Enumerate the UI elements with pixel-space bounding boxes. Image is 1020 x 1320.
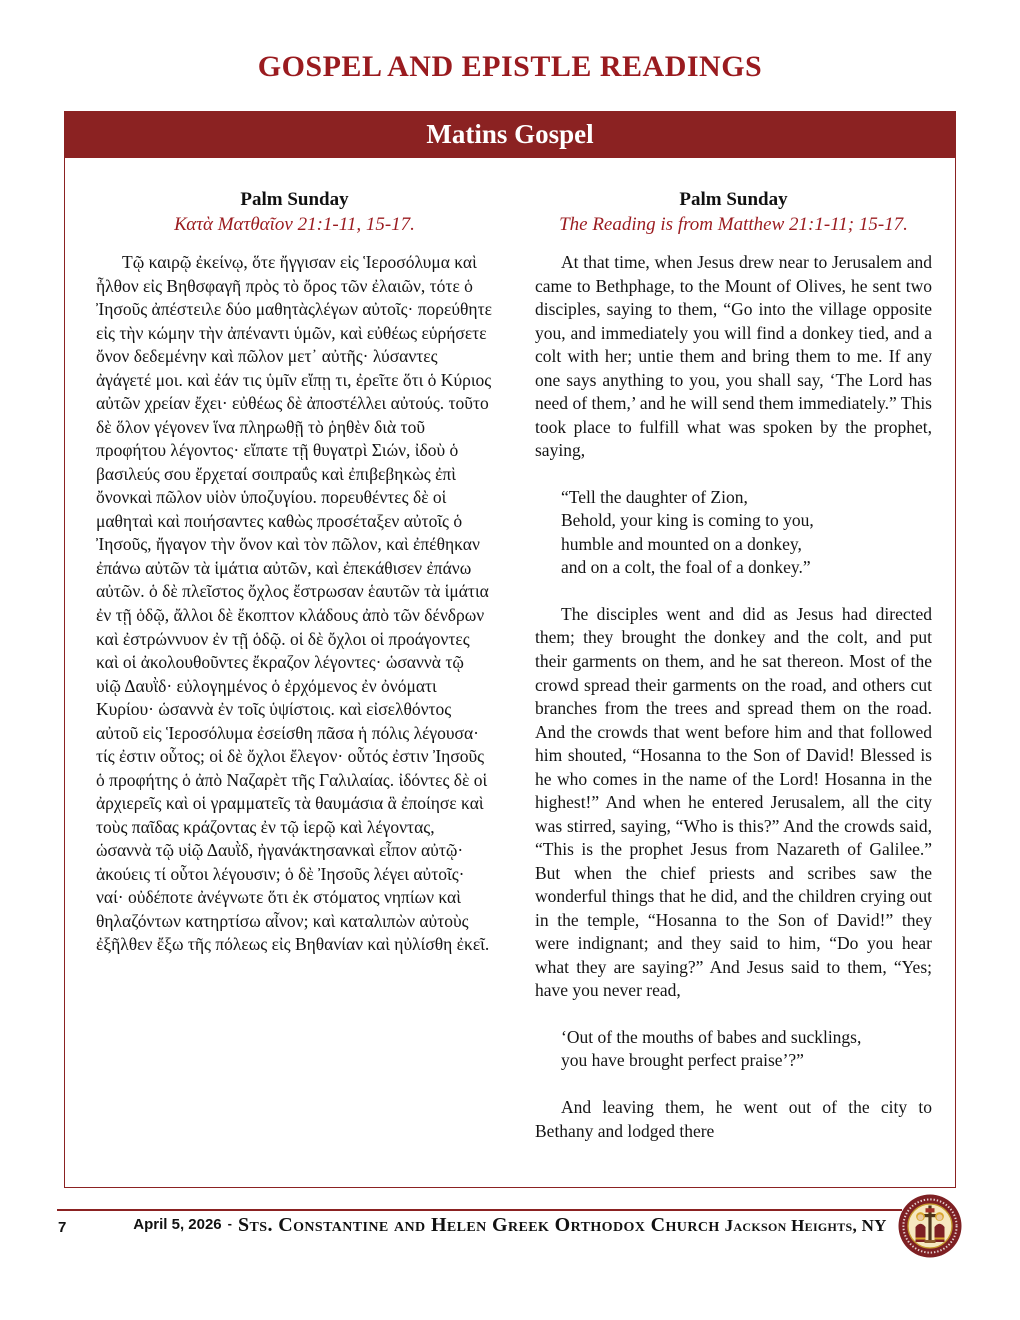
church-location: Jackson Heights, NY [724, 1216, 887, 1235]
english-paragraph: And leaving them, he went out of the city to Bethany and lodged there [535, 1097, 932, 1141]
scripture-quote [561, 1026, 932, 1073]
greek-heading: Palm Sunday [240, 189, 349, 210]
footer-separator: - [227, 1216, 232, 1231]
quote-line: “Tell the daughter of Zion, [561, 486, 748, 507]
english-paragraph: At that time, when Jesus drew near to Jerusalem and came to Bethphage, to the Mount of Olives, he sent two disciples, saying to them, “Go into the village opposite you, and immediately you will find a donkey tied, and a colt with her; untie them and bring them to me. If any one says anything to you, you shall say, ‘The Lord has need of them,’ and he will send them immediately.” This took place to fulfill what was spoken by the prophet, saying, [535, 252, 932, 461]
church-seal-icon [898, 1194, 962, 1258]
english-paragraph: The disciples went and did as Jesus had directed them; they brought the donkey and the colt, and put their garments on them, and he sat thereon. Most of the crowd spread their garments on the road, and others cut branches from the trees and spread them on the road. And the crowds that went before him and that followed him shouted, “Hosanna to the Son of David! Blessed is he who comes in the name of the Lord! Hosanna in the highest!” And when he entered Jerusalem, all the city was stirred, saying, “Who is this?” And the crowds said, “This is the prophet Jesus from Nazareth of Galilee.” But when the chief priests and scribes saw the wonderful things that he did, and the children crying out in the temple, “Hosanna to the Son of David!” they were indignant; and they said to him, “Do you hear what they are saying?” And Jesus said to them, “Yes; have you never read, [535, 603, 932, 1001]
quote-line: ‘Out of the mouths of babes and sucklings, [561, 1026, 862, 1047]
quote-line: Behold, your king is coming to you, [561, 510, 814, 531]
english-citation: The Reading is from Matthew 21:1-11; 15-17. [559, 214, 908, 235]
quote-line: humble and mounted on a donkey, [561, 533, 802, 554]
english-reading-column [535, 189, 932, 1143]
english-heading: Palm Sunday [679, 189, 788, 210]
quote-line: you have brought perfect praise’?” [561, 1050, 804, 1071]
scripture-quote [561, 486, 932, 580]
greek-reading-column [96, 189, 493, 1143]
readings-box [64, 157, 956, 1188]
section-banner: Matins Gospel [64, 111, 956, 157]
quote-line: and on a colt, the foal of a donkey.” [561, 557, 811, 578]
greek-citation: Κατὰ Ματθαῖον 21:1-11, 15-17. [174, 214, 415, 235]
footer-date: April 5, 2026 [133, 1216, 222, 1233]
footer-divider [57, 1209, 902, 1211]
greek-paragraph: Τῷ καιρῷ ἐκείνῳ, ὅτε ἤγγισαν εἰς Ἱεροσόλυμα καὶ ἦλθον εἰς Βηθσφαγῆ πρὸς τὸ ὄρος τῶν ἐλαιῶν, τότε ὁ Ἰησοῦς ἀπέστειλε δύο μαθητὰςλέγων αὐτοῖς· πορεύθητε εἰς τὴν κώμην τὴν ἀπέναντι ὑμῶν, καὶ εὐθέως εὑρήσετε ὄνον δεδεμένην καὶ πῶλον μετ᾽ αὐτῆς· λύσαντες ἀγάγετέ μοι. καὶ ἐάν τις ὑμῖν εἴπῃ τι, ἐρεῖτε ὅτι ὁ Κύριος αὐτῶν χρείαν ἔχει· εὐθέως δὲ ἀποστέλλει αὐτούς. τοῦτο δὲ ὅλον γέγονεν ἵνα πληρωθῇ τὸ ῥηθὲν διὰ τοῦ προφήτου λέγοντος· εἴπατε τῇ θυγατρὶ Σιών, ἰδοὺ ὁ βασιλεύς σου ἔρχεταί σοιπραΰς καὶ ἐπιβεβηκὼς ἐπὶ ὄνονκαὶ πῶλον υἱὸν ὑποζυγίου. πορευθέντες δὲ οἱ μαθηταὶ καὶ ποιήσαντες καθὼς προσέταξεν αὐτοῖς ὁ Ἰησοῦς, ἤγαγον τὴν ὄνον καὶ τὸν πῶλον, καὶ ἐπέθηκαν ἐπάνω αὐτῶν τὰ ἱμάτια αὐτῶν, καὶ ἐπεκάθισεν ἐπάνω αὐτῶν. ὁ δὲ πλεῖστος ὄχλος ἔστρωσαν ἑαυτῶν τὰ ἱμάτια ἐν τῇ ὁδῷ, ἄλλοι δὲ ἔκοπτον κλάδους ἀπὸ τῶν δένδρων καὶ ἐστρώννυον ἐν τῇ ὁδῷ. οἱ δὲ ὄχλοι οἱ προάγοντες καὶ οἱ ἀκολουθοῦντες ἔκραζον λέγοντες· ὡσαννὰ τῷ υἱῷ Δαυῒδ· εὐλογημένος ὁ ἐρχόμενος ἐν ὀνόματι Κυρίου· ὡσαννὰ ἐν τοῖς ὑψίστοις. καὶ εἰσελθόντος αὐτοῦ εἰς Ἱεροσόλυμα ἐσείσθη πᾶσα ἡ πόλις λέγουσα· τίς ἐστιν οὗτος; οἱ δὲ ὄχλοι ἔλεγον· οὗτός ἐστιν Ἰησοῦς ὁ προφήτης ὁ ἀπὸ Ναζαρὲτ τῆς Γαλιλαίας. ἰδόντες δὲ οἱ ἀρχιερεῖς καὶ οἱ γραμματεῖς τὰ θαυμάσια ἃ ἐποίησε καὶ τοὺς παῖδας κράζοντας ἐν τῷ ἱερῷ καὶ λέγοντας, ὡσαννὰ τῷ υἱῷ Δαυῒδ, ἠγανάκτησανκαὶ εἶπον αὐτῷ· ἀκούεις τί οὗτοι λέγουσιν; ὁ δὲ Ἰησοῦς λέγει αὐτοῖς· ναί· οὐδέποτε ἀνέγνωτε ὅτι ἐκ στόματος νηπίων καὶ θηλαζόντων κατηρτίσω αἶνον; καὶ καταλιπὼν αὐτοὺς ἐξῆλθεν ἔξω τῆς πόλεως εἰς Βηθανίαν καὶ ηὐλίσθη ἐκεῖ. [96, 252, 492, 955]
church-seal-logo [898, 1194, 962, 1258]
footer-text [0, 1214, 1020, 1237]
church-name: Sts. Constantine and Helen Greek Orthodox Church [238, 1214, 720, 1236]
page-number: 7 [58, 1219, 67, 1236]
page-title: GOSPEL AND EPISTLE READINGS [257, 50, 763, 83]
